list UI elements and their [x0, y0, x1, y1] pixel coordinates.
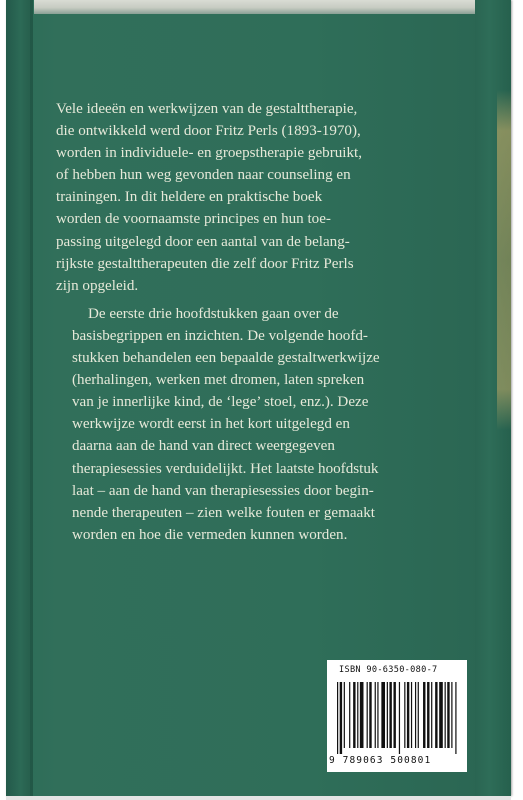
- blurb-line: passing uitgelegd door een aantal van de belang-: [56, 233, 350, 250]
- blurb-line: worden in individuele- en groepstherapie gebruikt,: [56, 145, 362, 162]
- spine-edge: [6, 0, 30, 796]
- blurb-line: worden de voornaamste principes en hun toe-: [56, 211, 331, 228]
- barcode-bar: [435, 682, 437, 748]
- blurb-paragraph-2: [56, 303, 468, 546]
- bottom-shadow: [6, 796, 511, 800]
- blurb-line: Vele ideeën en werkwijzen van de gestalttherapie,: [56, 101, 358, 117]
- barcode-bar: [411, 682, 412, 748]
- barcode-bar: [431, 682, 432, 748]
- barcode-bar: [344, 682, 345, 748]
- barcode-bar: [337, 682, 338, 754]
- barcode-bar: [377, 682, 378, 748]
- ean-digits: 9 789063 500801: [329, 755, 432, 766]
- barcode-bar: [445, 682, 446, 748]
- barcode-bar: [393, 682, 395, 748]
- barcode-bar: [369, 682, 371, 748]
- blurb-line: De eerste drie hoofdstukken gaan over de: [88, 305, 339, 322]
- spine-lettering-edge: [497, 90, 511, 430]
- blurb-line: basisbegrippen en inzichten. De volgende hoofd-: [72, 327, 368, 344]
- barcode-bar: [418, 682, 419, 748]
- barcode-bar: [367, 682, 368, 748]
- barcode-bar: [427, 682, 429, 748]
- blurb-line: worden en hoe die vermeden kunnen worden.: [72, 526, 348, 543]
- blurb-line: laat – aan de hand van therapiesessies door begin-: [72, 482, 374, 499]
- blurb-line: trainingen. In dit heldere en praktische boek: [56, 189, 323, 206]
- blurb-line: van je innerlijke kind, de ‘lege’ stoel, enz.). Deze: [72, 394, 369, 411]
- barcode-bar: [357, 682, 358, 748]
- blurb-line: (herhalingen, werken met dromen, laten spreken: [72, 372, 365, 389]
- blurb-line: werkwijze wordt eerst in het kort uitgelegd en: [72, 416, 350, 433]
- barcode-bar: [415, 682, 416, 748]
- barcode-bar: [423, 682, 425, 748]
- barcode-bar: [389, 682, 391, 748]
- barcode-bar: [407, 682, 409, 748]
- blurb-line: zijn opgeleid.: [56, 277, 139, 294]
- barcode-bar: [399, 682, 400, 754]
- barcode-label: [327, 660, 467, 772]
- barcode-bar: [451, 682, 452, 748]
- barcode-bar: [381, 682, 385, 748]
- barcode-bar: [375, 682, 376, 748]
- hinge: [30, 0, 33, 796]
- barcode-bar: [439, 682, 443, 748]
- barcode-bar: [455, 682, 456, 754]
- blurb-line: therapiesessies verduidelijkt. Het laatste hoofdstuk: [72, 460, 379, 477]
- barcode-bar: [404, 682, 405, 748]
- blurb-line: stukken behandelen een bepaalde gestaltwerkwijze: [72, 350, 380, 367]
- blurb-line: nende therapeuten – zien welke fouten er gemaakt: [72, 504, 375, 521]
- isbn-text: ISBN 90-6350-080-7: [339, 665, 438, 675]
- barcode-bar: [349, 682, 350, 748]
- blurb-line: die ontwikkeld werd door Fritz Perls (1893-1970),: [56, 123, 361, 140]
- barcode-bar: [447, 682, 449, 748]
- blurb-paragraph-1: [56, 98, 468, 297]
- blurb-text: [56, 98, 468, 546]
- barcode-bar: [360, 682, 364, 748]
- blurb-line: daarna aan de hand van direct weergegeven: [72, 438, 335, 455]
- barcode-bar: [340, 682, 342, 754]
- barcode-bar: [387, 682, 388, 748]
- blurb-line: rijkste gestalttherapeuten die zelf door Fritz Perls: [56, 255, 354, 272]
- barcode-bar: [353, 682, 355, 748]
- barcode-icon: [337, 682, 458, 754]
- blurb-line: of hebben hun weg gevonden naar counseling en: [56, 167, 351, 184]
